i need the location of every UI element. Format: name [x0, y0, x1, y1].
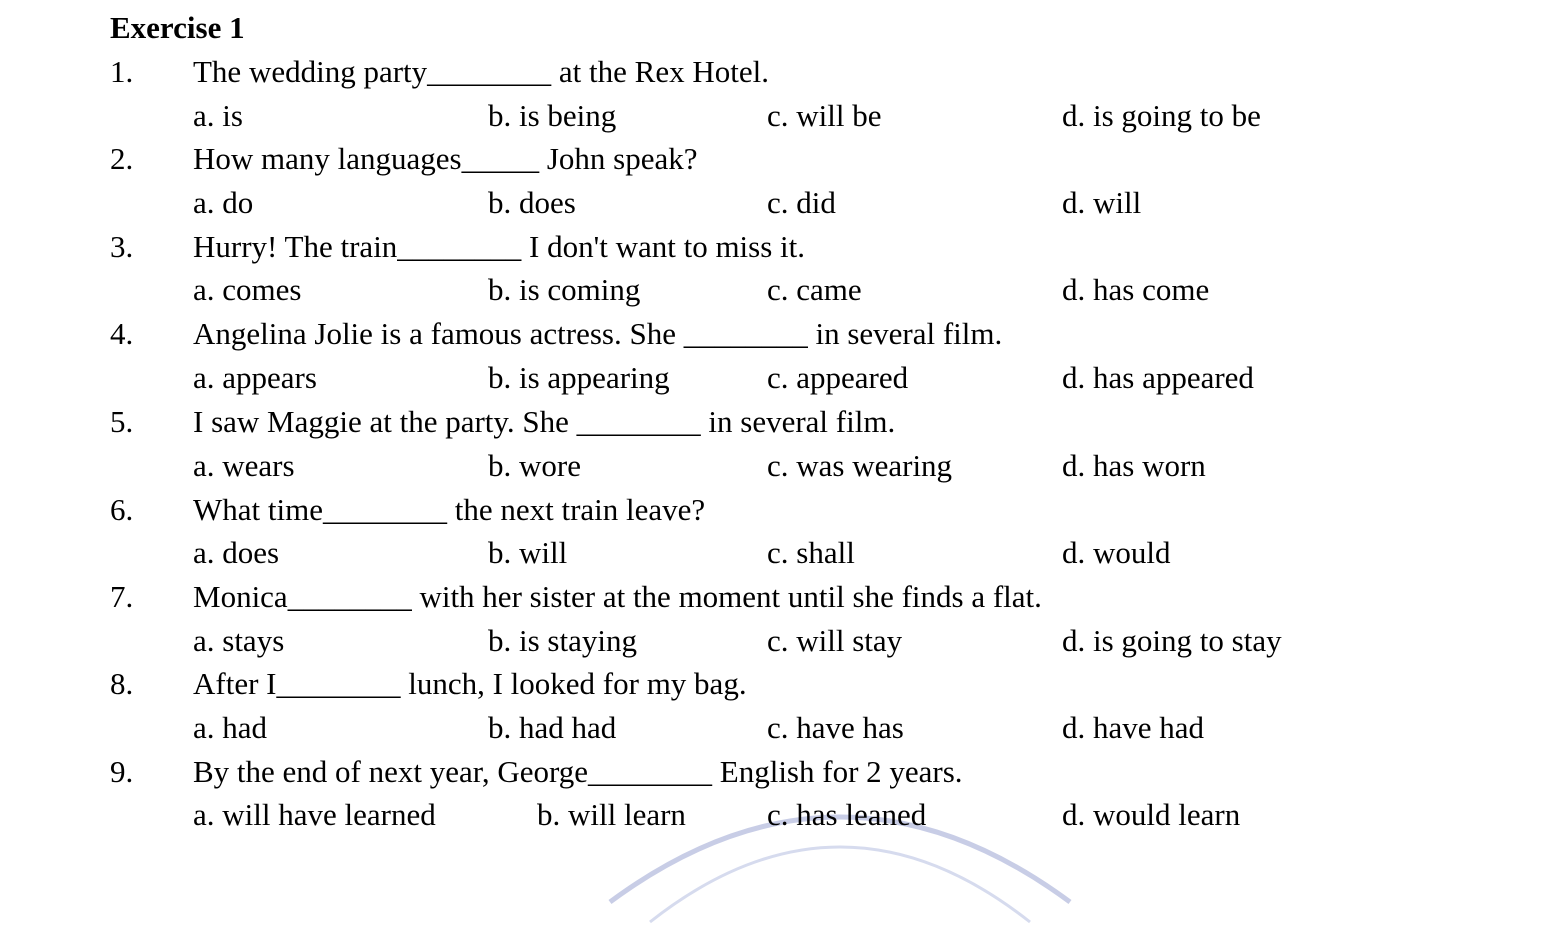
option-d[interactable]: d. is going to be: [1062, 98, 1261, 133]
option-d[interactable]: d. has worn: [1062, 448, 1206, 483]
option-c[interactable]: c. appeared: [767, 360, 909, 395]
question-row: [0, 664, 1544, 704]
option-c[interactable]: c. shall: [767, 535, 855, 570]
question-number: 5.: [110, 404, 134, 439]
options-row: [0, 446, 1544, 486]
option-b[interactable]: b. will: [488, 535, 568, 570]
option-d[interactable]: d. would: [1062, 535, 1171, 570]
options-row: [0, 795, 1544, 835]
question-text: By the end of next year, George________ English for 2 years.: [193, 754, 963, 789]
option-c[interactable]: c. came: [767, 272, 862, 307]
option-d[interactable]: d. has come: [1062, 272, 1210, 307]
option-d[interactable]: d. would learn: [1062, 797, 1241, 832]
question-number: 7.: [110, 579, 134, 614]
option-b[interactable]: b. is appearing: [488, 360, 670, 395]
option-d[interactable]: d. have had: [1062, 710, 1205, 745]
question-number: 2.: [110, 141, 134, 176]
option-a[interactable]: a. is: [193, 98, 243, 133]
question-number: 8.: [110, 666, 134, 701]
option-a[interactable]: a. had: [193, 710, 268, 745]
question-number: 9.: [110, 754, 134, 789]
option-b[interactable]: b. does: [488, 185, 576, 220]
option-a[interactable]: a. comes: [193, 272, 302, 307]
question-row: [0, 752, 1544, 792]
options-row: [0, 96, 1544, 136]
question-number: 6.: [110, 492, 134, 527]
option-c[interactable]: c. has leaned: [767, 797, 927, 832]
option-d[interactable]: d. will: [1062, 185, 1142, 220]
options-row: [0, 708, 1544, 748]
option-d[interactable]: d. has appeared: [1062, 360, 1254, 395]
options-row: [0, 621, 1544, 661]
option-a[interactable]: a. do: [193, 185, 254, 220]
question-text: How many languages_____ John speak?: [193, 141, 698, 176]
question-number: 1.: [110, 54, 134, 89]
option-d[interactable]: d. is going to stay: [1062, 623, 1282, 658]
question-text: Hurry! The train________ I don't want to miss it.: [193, 229, 806, 264]
question-row: [0, 577, 1544, 617]
question-text: The wedding party________ at the Rex Hotel.: [193, 54, 769, 89]
question-text: Angelina Jolie is a famous actress. She ________ in several film.: [193, 316, 1003, 351]
option-a[interactable]: a. wears: [193, 448, 295, 483]
option-b[interactable]: b. is coming: [488, 272, 641, 307]
question-row: [0, 52, 1544, 92]
options-row: [0, 183, 1544, 223]
options-row: [0, 270, 1544, 310]
exercise-title: Exercise 1: [110, 10, 245, 45]
question-row: [0, 314, 1544, 354]
question-number: 4.: [110, 316, 134, 351]
options-row: [0, 533, 1544, 573]
option-c[interactable]: c. will stay: [767, 623, 903, 658]
question-text: After I________ lunch, I looked for my bag.: [193, 666, 747, 701]
question-text: I saw Maggie at the party. She ________ in several film.: [193, 404, 896, 439]
option-b[interactable]: b. had had: [488, 710, 617, 745]
option-c[interactable]: c. did: [767, 185, 836, 220]
option-a[interactable]: a. will have learned: [193, 797, 436, 832]
question-row: [0, 490, 1544, 530]
options-row: [0, 358, 1544, 398]
option-c[interactable]: c. will be: [767, 98, 882, 133]
option-c[interactable]: c. was wearing: [767, 448, 953, 483]
question-text: Monica________ with her sister at the moment until she finds a flat.: [193, 579, 1042, 614]
option-b[interactable]: b. is staying: [488, 623, 637, 658]
option-a[interactable]: a. stays: [193, 623, 285, 658]
option-b[interactable]: b. wore: [488, 448, 581, 483]
question-number: 3.: [110, 229, 134, 264]
option-b[interactable]: b. will learn: [537, 797, 686, 832]
option-b[interactable]: b. is being: [488, 98, 617, 133]
option-a[interactable]: a. does: [193, 535, 280, 570]
option-a[interactable]: a. appears: [193, 360, 317, 395]
question-text: What time________ the next train leave?: [193, 492, 706, 527]
question-row: [0, 139, 1544, 179]
question-row: [0, 402, 1544, 442]
question-row: [0, 227, 1544, 267]
option-c[interactable]: c. have has: [767, 710, 904, 745]
